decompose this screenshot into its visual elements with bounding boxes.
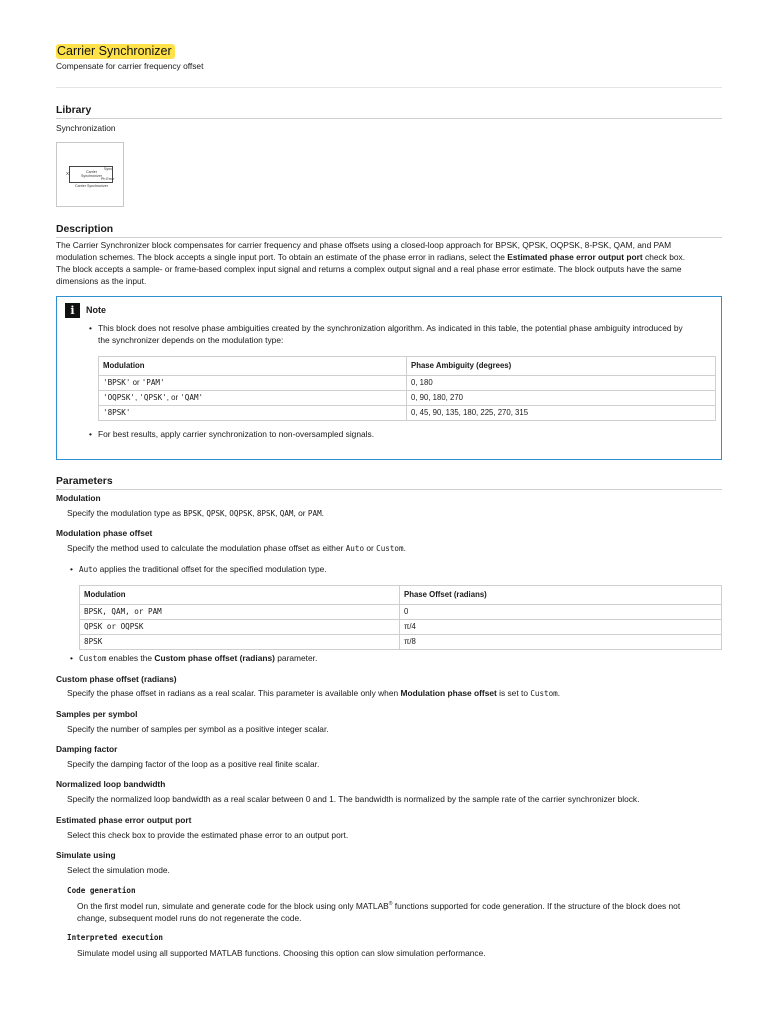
table-header: Phase Offset (radians) — [400, 586, 722, 605]
description-text — [56, 240, 722, 288]
table-row — [80, 620, 722, 635]
description-line: The Carrier Synchronizer block compensates for carrier frequency and phase offsets using a closed-loop approach for BPSK, QPSK, OQPSK, 8-PSK, QAM, and PAM — [56, 240, 672, 250]
phase-offset-table — [79, 585, 722, 650]
table-cell: 0, 90, 180, 270 — [407, 391, 716, 406]
param-simulate-using-name: Simulate using — [56, 850, 116, 860]
option-bullet-auto: • Auto applies the traditional offset for the specified modulation type. — [79, 564, 327, 576]
table-cell: 0 — [400, 605, 722, 620]
param-loop-bandwidth-desc: Specify the normalized loop bandwidth as a real scalar between 0 and 1. The bandwidth is normalized by the sample rate of the carrier synchronizer block. — [67, 794, 640, 804]
note-bullet: • For best results, apply carrier synchronization to non-oversampled signals. — [98, 429, 374, 441]
table-cell: '8PSK' — [99, 406, 407, 421]
table-row — [80, 605, 722, 620]
table-cell: π/4 — [400, 620, 722, 635]
library-name: Synchronization — [56, 123, 116, 133]
block-caption: Carrier Synchronizer — [75, 184, 108, 188]
table-row — [99, 391, 716, 406]
page-subtitle: Compensate for carrier frequency offset — [56, 61, 204, 71]
param-phase-error-port-name: Estimated phase error output port — [56, 815, 192, 825]
param-phase-error-port-desc: Select this check box to provide the estimated phase error to an output port. — [67, 830, 349, 840]
description-line: modulation schemes. The block accepts a single input port. To obtain an estimate of the phase error in radians, select the Estimated phase error output port check box. — [56, 251, 686, 262]
table-header: Modulation — [99, 357, 407, 376]
table-header: Modulation — [80, 586, 400, 605]
param-mod-phase-offset-desc: Specify the method used to calculate the modulation phase offset as either Auto or Custom. — [67, 543, 406, 553]
description-line: dimensions as the input. — [56, 275, 147, 286]
param-samples-per-symbol-name: Samples per symbol — [56, 709, 138, 719]
parameters-heading: Parameters — [56, 475, 722, 490]
description-line: The block accepts a sample- or frame-based complex input signal and returns a complex output signal and a real phase error estimate. The block outputs have the same — [56, 263, 682, 274]
table-row — [99, 406, 716, 421]
table-cell: 'BPSK' or 'PAM' — [99, 376, 407, 391]
table-cell: 0, 180 — [407, 376, 716, 391]
param-damping-factor-name: Damping factor — [56, 744, 118, 754]
title-divider — [56, 87, 722, 88]
description-heading: Description — [56, 223, 722, 238]
estimated-phase-error-ref: Estimated phase error output port — [507, 251, 643, 262]
table-cell: π/8 — [400, 635, 722, 650]
note-bullet: • This block does not resolve phase ambiguities created by the synchronization algorithm. As indicated in this table, the potential phase ambiguity introduced by the synchronizer depends on the modulation type: — [98, 323, 718, 347]
table-header-row — [80, 586, 722, 605]
param-custom-phase-offset-desc: Specify the phase offset in radians as a real scalar. This parameter is available only when Modulation phase offset is set to Custom. — [67, 688, 561, 698]
param-loop-bandwidth-name: Normalized loop bandwidth — [56, 779, 166, 789]
option-code-generation-desc: On the first model run, simulate and generate code for the block using only MATLAB® functions supported for code generation. If the structure of the block does not change, subsequent model runs do not regenerate the code. — [77, 901, 681, 923]
param-simulate-using-desc: Select the simulation mode. — [67, 865, 170, 875]
param-damping-factor-desc: Specify the damping factor of the loop as a positive real finite scalar. — [67, 759, 320, 769]
table-cell: 0, 45, 90, 135, 180, 225, 270, 315 — [407, 406, 716, 421]
param-custom-phase-offset-name: Custom phase offset (radians) — [56, 674, 177, 684]
table-row — [80, 635, 722, 650]
block-port-out2: Ph Error — [101, 177, 115, 181]
table-cell: 8PSK — [80, 635, 400, 650]
param-samples-per-symbol-desc: Specify the number of samples per symbol as a positive integer scalar. — [67, 724, 329, 734]
table-header-row — [99, 357, 716, 376]
info-icon: i — [65, 303, 80, 318]
param-modulation-desc: Specify the modulation type as BPSK, QPSK, OQPSK, 8PSK, QAM, or PAM. — [67, 508, 324, 518]
table-cell: 'OQPSK', 'QPSK', or 'QAM' — [99, 391, 407, 406]
option-interpreted-execution-desc: Simulate model using all supported MATLAB functions. Choosing this option can slow simulation performance. — [77, 948, 486, 958]
block-port-in: X — [66, 171, 70, 176]
note-box — [56, 296, 722, 460]
option-interpreted-execution-name: Interpreted execution — [67, 933, 164, 942]
table-cell: BPSK, QAM, or PAM — [80, 605, 400, 620]
block-name-line1: Carrier — [86, 170, 97, 174]
library-heading: Library — [56, 104, 722, 119]
option-bullet-custom: • Custom enables the Custom phase offset (radians) parameter. — [79, 653, 317, 665]
page-title: Carrier Synchronizer — [56, 44, 175, 59]
param-modulation-name: Modulation — [56, 493, 101, 503]
page-title-wrap — [56, 44, 175, 59]
block-name-line2: Synchronizer — [81, 174, 102, 178]
block-port-out1: Sync — [104, 167, 112, 171]
note-label: Note — [86, 305, 106, 315]
table-header: Phase Ambiguity (degrees) — [407, 357, 716, 376]
table-cell: QPSK or OQPSK — [80, 620, 400, 635]
block-icon[interactable] — [56, 142, 124, 207]
option-code-generation-name: Code generation — [67, 886, 136, 895]
table-row — [99, 376, 716, 391]
param-mod-phase-offset-name: Modulation phase offset — [56, 528, 153, 538]
phase-ambiguity-table — [98, 356, 716, 421]
